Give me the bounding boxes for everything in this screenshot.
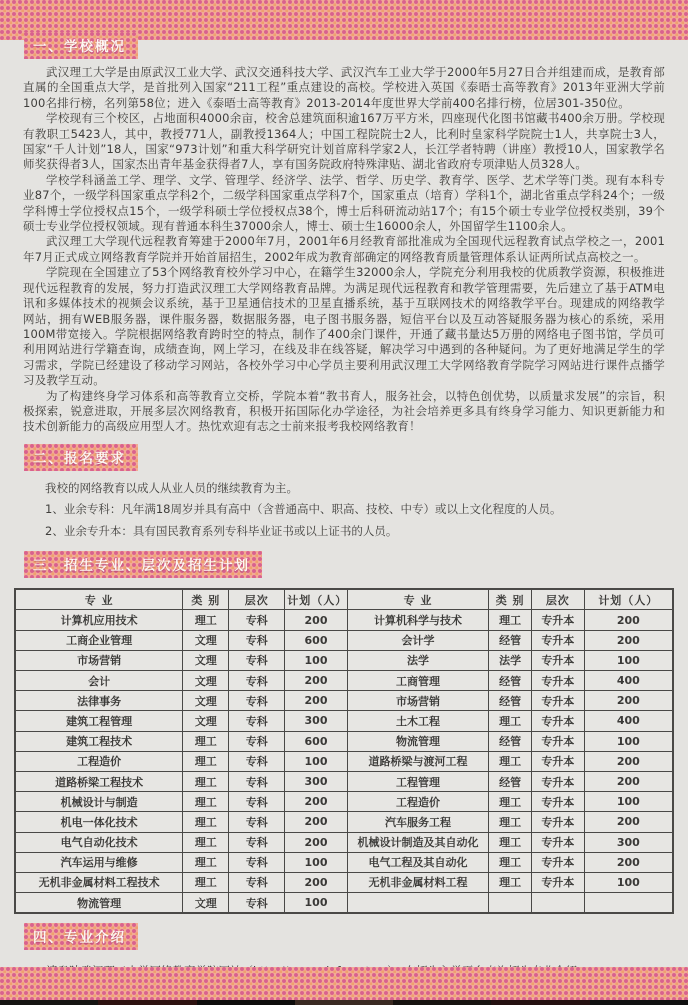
table-cell: 法学	[489, 650, 532, 670]
table-cell: 100	[285, 852, 348, 872]
enrollment-plan-table-header	[15, 589, 673, 610]
table-cell: 100	[285, 650, 348, 670]
table-row	[15, 731, 673, 751]
table-cell: 400	[584, 711, 673, 731]
table-cell: 专科	[229, 630, 285, 650]
table-cell: 专科	[229, 731, 285, 751]
table-cell: 600	[285, 630, 348, 650]
table-cell: 汽车服务工程	[347, 812, 488, 832]
column-header-level-left: 层次	[229, 589, 285, 610]
table-row	[15, 610, 673, 630]
table-cell: 专科	[229, 832, 285, 852]
table-cell: 物流管理	[347, 731, 488, 751]
table-cell: 专升本	[532, 812, 585, 832]
table-cell: 100	[285, 893, 348, 914]
table-cell: 专科	[229, 610, 285, 630]
table-cell	[347, 893, 488, 914]
table-row	[15, 671, 673, 691]
table-cell: 会计	[15, 671, 183, 691]
table-cell: 文理	[183, 671, 229, 691]
table-cell: 专科	[229, 650, 285, 670]
table-cell: 200	[285, 691, 348, 711]
table-cell: 专升本	[532, 771, 585, 791]
table-cell: 计算机应用技术	[15, 610, 183, 630]
column-header-level-right: 层次	[532, 589, 585, 610]
paragraph: 学院现在全国建立了53个网络教育校外学习中心，在籍学生32000余人，学院充分利用我校的优质教学资源，积极推进现代远程教育的发展，努力打造武汉理工大学网络教育品牌。为满足现代远程教育和教学管理需要，先后建立了基于ATM电讯和多媒体技术的视频会议系统，基于卫星通信技术的卫星直播系统，基于互联网技术的网络教学平台。现建成的网络教学网站，拥有WEB服务器，课件服务器，数据服务器，电子图书服务器，短信平台以及互动答疑服务器为核心的系统，采用100M带宽接入。学院根据网络教育跨时空的特点，制作了400余门课件，开通了藏书量达5万册的网络电子图书馆，学员可利用网站进行学籍查询，成绩查询，网上学习，在线及非在线答疑，解决学习中遇到的各种疑问。为了更好地满足学生的学习需求，学院已经建设了移动学习网站，各校外学习中心学员主要利用武汉理工大学网络教育学院学习网站进行课件点播学习及教学互动。	[23, 265, 665, 388]
school-overview-paragraphs	[23, 65, 665, 435]
section-heading-major-introduction: 四、专业介绍	[24, 923, 138, 950]
table-row	[15, 650, 673, 670]
table-cell: 经管	[489, 630, 532, 650]
table-cell: 经管	[489, 691, 532, 711]
table-cell: 机电一体化技术	[15, 812, 183, 832]
table-cell: 专升本	[532, 711, 585, 731]
table-cell: 理工	[183, 832, 229, 852]
photo-strip-segment	[295, 1000, 393, 1005]
table-cell: 专科	[229, 691, 285, 711]
paragraph: 武汉理工大学是由原武汉工业大学、武汉交通科技大学、武汉汽车工业大学于2000年5月27日合并组建而成，是教育部直属的全国重点大学，是首批列入国家“211工程”重点建设的高校。学校进入英国《泰晤士高等教育》2013年亚洲大学前100名排行榜，名列第58位；进入《泰晤士高等教育》2013-2014年度世界大学前400名排行榜，位居301-350位。	[23, 65, 665, 110]
table-cell: 文理	[183, 630, 229, 650]
table-cell: 道路桥梁工程技术	[15, 771, 183, 791]
column-header-category-left: 类 别	[183, 589, 229, 610]
table-cell: 理工	[489, 751, 532, 771]
bottom-photo-strip-edge	[0, 1000, 688, 1005]
table-cell: 专科	[229, 872, 285, 892]
table-cell: 理工	[489, 711, 532, 731]
table-cell: 专科	[229, 792, 285, 812]
table-cell	[532, 893, 585, 914]
table-cell: 专科	[229, 751, 285, 771]
table-cell	[584, 893, 673, 914]
table-cell: 200	[285, 832, 348, 852]
table-cell: 经管	[489, 671, 532, 691]
paragraph: 武汉理工大学现代远程教育筹建于2000年7月，2001年6月经教育部批准成为全国现代远程教育试点学校之一，2001年7月正式成立网络教育学院并开始首届招生，2002年成为教育部确定的网络教育质量管理体系认证两所试点高校之一。	[23, 234, 665, 264]
column-header-plan-right: 计划（人）	[584, 589, 673, 610]
table-cell: 市场营销	[347, 691, 488, 711]
table-header-row	[15, 589, 673, 610]
column-header-plan-left: 计划（人）	[285, 589, 348, 610]
table-cell: 文理	[183, 691, 229, 711]
column-header-major-left: 专 业	[15, 589, 183, 610]
table-cell: 无机非金属材料工程	[347, 872, 488, 892]
table-cell: 专科	[229, 711, 285, 731]
column-header-major-right: 专 业	[347, 589, 488, 610]
table-row	[15, 832, 673, 852]
table-cell: 机械设计与制造	[15, 792, 183, 812]
paragraph: 2、业余专升本：具有国民教育系列专科毕业证书或以上证书的人员。	[45, 523, 398, 538]
table-cell: 专科	[229, 893, 285, 914]
table-row	[15, 792, 673, 812]
table-cell: 理工	[183, 812, 229, 832]
table-cell: 200	[584, 610, 673, 630]
table-cell: 300	[285, 711, 348, 731]
table-cell: 电气工程及其自动化	[347, 852, 488, 872]
table-cell: 100	[584, 731, 673, 751]
table-cell: 文理	[183, 650, 229, 670]
table-cell: 理工	[183, 610, 229, 630]
paragraph: 学校现有三个校区，占地面积4000余亩，校舍总建筑面积逾167万平方米，四座现代化图书馆藏书400余万册。学校现有教职工5423人，其中，教授771人，副教授1364人；中国工程院院士2人，比利时皇家科学院院士1人，共享院士3人，国家“千人计划”18人，国家“973计划”和重大科学研究计划首席科学家2人，长江学者特聘（讲座）教授10人，国家教学名师奖获得者3人，国家杰出青年基金获得者7人，享有国务院政府特殊津贴、湖北省政府专项津贴人员328人。	[23, 111, 665, 172]
photo-strip-segment	[0, 1000, 98, 1005]
table-cell: 理工	[183, 751, 229, 771]
table-cell: 200	[584, 852, 673, 872]
table-cell: 100	[285, 751, 348, 771]
table-cell: 理工	[183, 852, 229, 872]
section-heading-enrollment-plan: 三、招生专业、层次及招生计划	[24, 551, 262, 578]
table-cell: 200	[285, 792, 348, 812]
table-cell: 专升本	[532, 872, 585, 892]
table-cell: 土木工程	[347, 711, 488, 731]
table-cell: 法学	[347, 650, 488, 670]
photo-strip-segment	[393, 1000, 491, 1005]
table-cell: 200	[584, 751, 673, 771]
table-cell: 200	[584, 812, 673, 832]
table-cell: 600	[285, 731, 348, 751]
table-cell: 200	[584, 630, 673, 650]
table-cell: 建筑工程技术	[15, 731, 183, 751]
table-cell: 专升本	[532, 792, 585, 812]
table-cell: 理工	[489, 872, 532, 892]
table-cell: 理工	[489, 832, 532, 852]
page-content	[0, 32, 688, 979]
table-cell: 理工	[183, 792, 229, 812]
paragraph: 1、业余专科：凡年满18周岁并具有高中（含普通高中、职高、技校、中专）或以上文化程度的人员。	[45, 502, 562, 517]
table-cell: 200	[285, 610, 348, 630]
table-cell: 经管	[489, 731, 532, 751]
table-cell: 专升本	[532, 610, 585, 630]
table-row	[15, 751, 673, 771]
table-cell: 200	[285, 812, 348, 832]
table-cell: 专升本	[532, 751, 585, 771]
table-cell: 理工	[183, 771, 229, 791]
table-cell: 100	[584, 792, 673, 812]
table-cell: 专科	[229, 852, 285, 872]
table-cell: 400	[584, 671, 673, 691]
photo-strip-segment	[491, 1000, 589, 1005]
table-cell: 理工	[489, 610, 532, 630]
table-cell: 理工	[489, 852, 532, 872]
table-row	[15, 893, 673, 914]
photo-strip-segment	[197, 1000, 295, 1005]
table-cell: 物流管理	[15, 893, 183, 914]
table-cell: 专升本	[532, 630, 585, 650]
table-cell: 工程管理	[347, 771, 488, 791]
section-heading-registration-requirements: 二、报名要求	[24, 444, 138, 471]
table-cell: 工商企业管理	[15, 630, 183, 650]
paragraph: 为了构建终身学习体系和高等教育立交桥，学院本着“教书育人，服务社会，以特色创优势，以质量求发展”的宗旨，积极探索，锐意进取，开展多层次网络教育，积极开拓国际化办学途径，为社会培养更多具有终身学习能力、知识更新能力和技术创新能力的高级应用型人才。热忱欢迎有志之士前来报考我校网络教育！	[23, 388, 665, 434]
table-cell: 道路桥梁与渡河工程	[347, 751, 488, 771]
table-cell: 理工	[489, 792, 532, 812]
table-cell: 机械设计制造及其自动化	[347, 832, 488, 852]
table-row	[15, 812, 673, 832]
table-row	[15, 711, 673, 731]
table-cell: 文理	[183, 711, 229, 731]
table-cell: 200	[285, 872, 348, 892]
registration-requirements-list	[23, 478, 675, 543]
table-cell: 300	[584, 832, 673, 852]
enrollment-plan-table-body	[15, 610, 673, 913]
table-cell: 经管	[489, 771, 532, 791]
table-cell: 100	[584, 872, 673, 892]
section-heading-school-overview: 一、学校概况	[24, 32, 138, 59]
table-cell	[489, 893, 532, 914]
photo-strip-segment	[590, 1000, 688, 1005]
table-cell: 建筑工程管理	[15, 711, 183, 731]
table-row	[15, 872, 673, 892]
table-row	[15, 630, 673, 650]
paragraph: 我校的网络教育以成人从业人员的继续教育为主。	[45, 480, 298, 495]
table-cell: 200	[584, 771, 673, 791]
table-cell: 专升本	[532, 832, 585, 852]
table-cell: 专升本	[532, 650, 585, 670]
table-cell: 无机非金属材料工程技术	[15, 872, 183, 892]
table-cell: 计算机科学与技术	[347, 610, 488, 630]
table-cell: 专升本	[532, 671, 585, 691]
table-cell: 专科	[229, 771, 285, 791]
table-cell: 电气自动化技术	[15, 832, 183, 852]
paragraph: 学校学科涵盖工学、理学、文学、管理学、经济学、法学、哲学、历史学、教育学、医学、艺术学等门类。现有本科专业87个，一级学科国家重点学科2个，二级学科国家重点学科7个，国家重点（培育）学科1个，湖北省重点学科24个；一级学科博士学位授权点15个，一级学科硕士学位授权点38个，博士后科研流动站17个；有15个硕士专业学位授权类别，39个硕士专业学位授权领域。现有普通本科生37000余人，博士、硕士生16000余人，外国留学生1100余人。	[23, 172, 665, 234]
table-cell: 法律事务	[15, 691, 183, 711]
photo-strip-segment	[98, 1000, 196, 1005]
table-cell: 300	[285, 771, 348, 791]
table-cell: 专升本	[532, 731, 585, 751]
column-header-category-right: 类 别	[489, 589, 532, 610]
table-cell: 专升本	[532, 852, 585, 872]
table-row	[15, 852, 673, 872]
table-cell: 文理	[183, 893, 229, 914]
table-cell: 工程造价	[15, 751, 183, 771]
table-cell: 200	[285, 671, 348, 691]
table-cell: 工商管理	[347, 671, 488, 691]
table-cell: 理工	[183, 731, 229, 751]
table-cell: 工程造价	[347, 792, 488, 812]
table-cell: 专科	[229, 671, 285, 691]
bottom-decorative-band	[0, 967, 688, 1000]
table-cell: 会计学	[347, 630, 488, 650]
table-cell: 专升本	[532, 691, 585, 711]
table-cell: 市场营销	[15, 650, 183, 670]
table-cell: 理工	[183, 872, 229, 892]
table-row	[15, 771, 673, 791]
table-cell: 专科	[229, 812, 285, 832]
table-cell: 200	[584, 691, 673, 711]
table-cell: 100	[584, 650, 673, 670]
table-cell: 理工	[489, 812, 532, 832]
table-cell: 汽车运用与维修	[15, 852, 183, 872]
table-row	[15, 691, 673, 711]
enrollment-plan-table	[14, 588, 674, 914]
